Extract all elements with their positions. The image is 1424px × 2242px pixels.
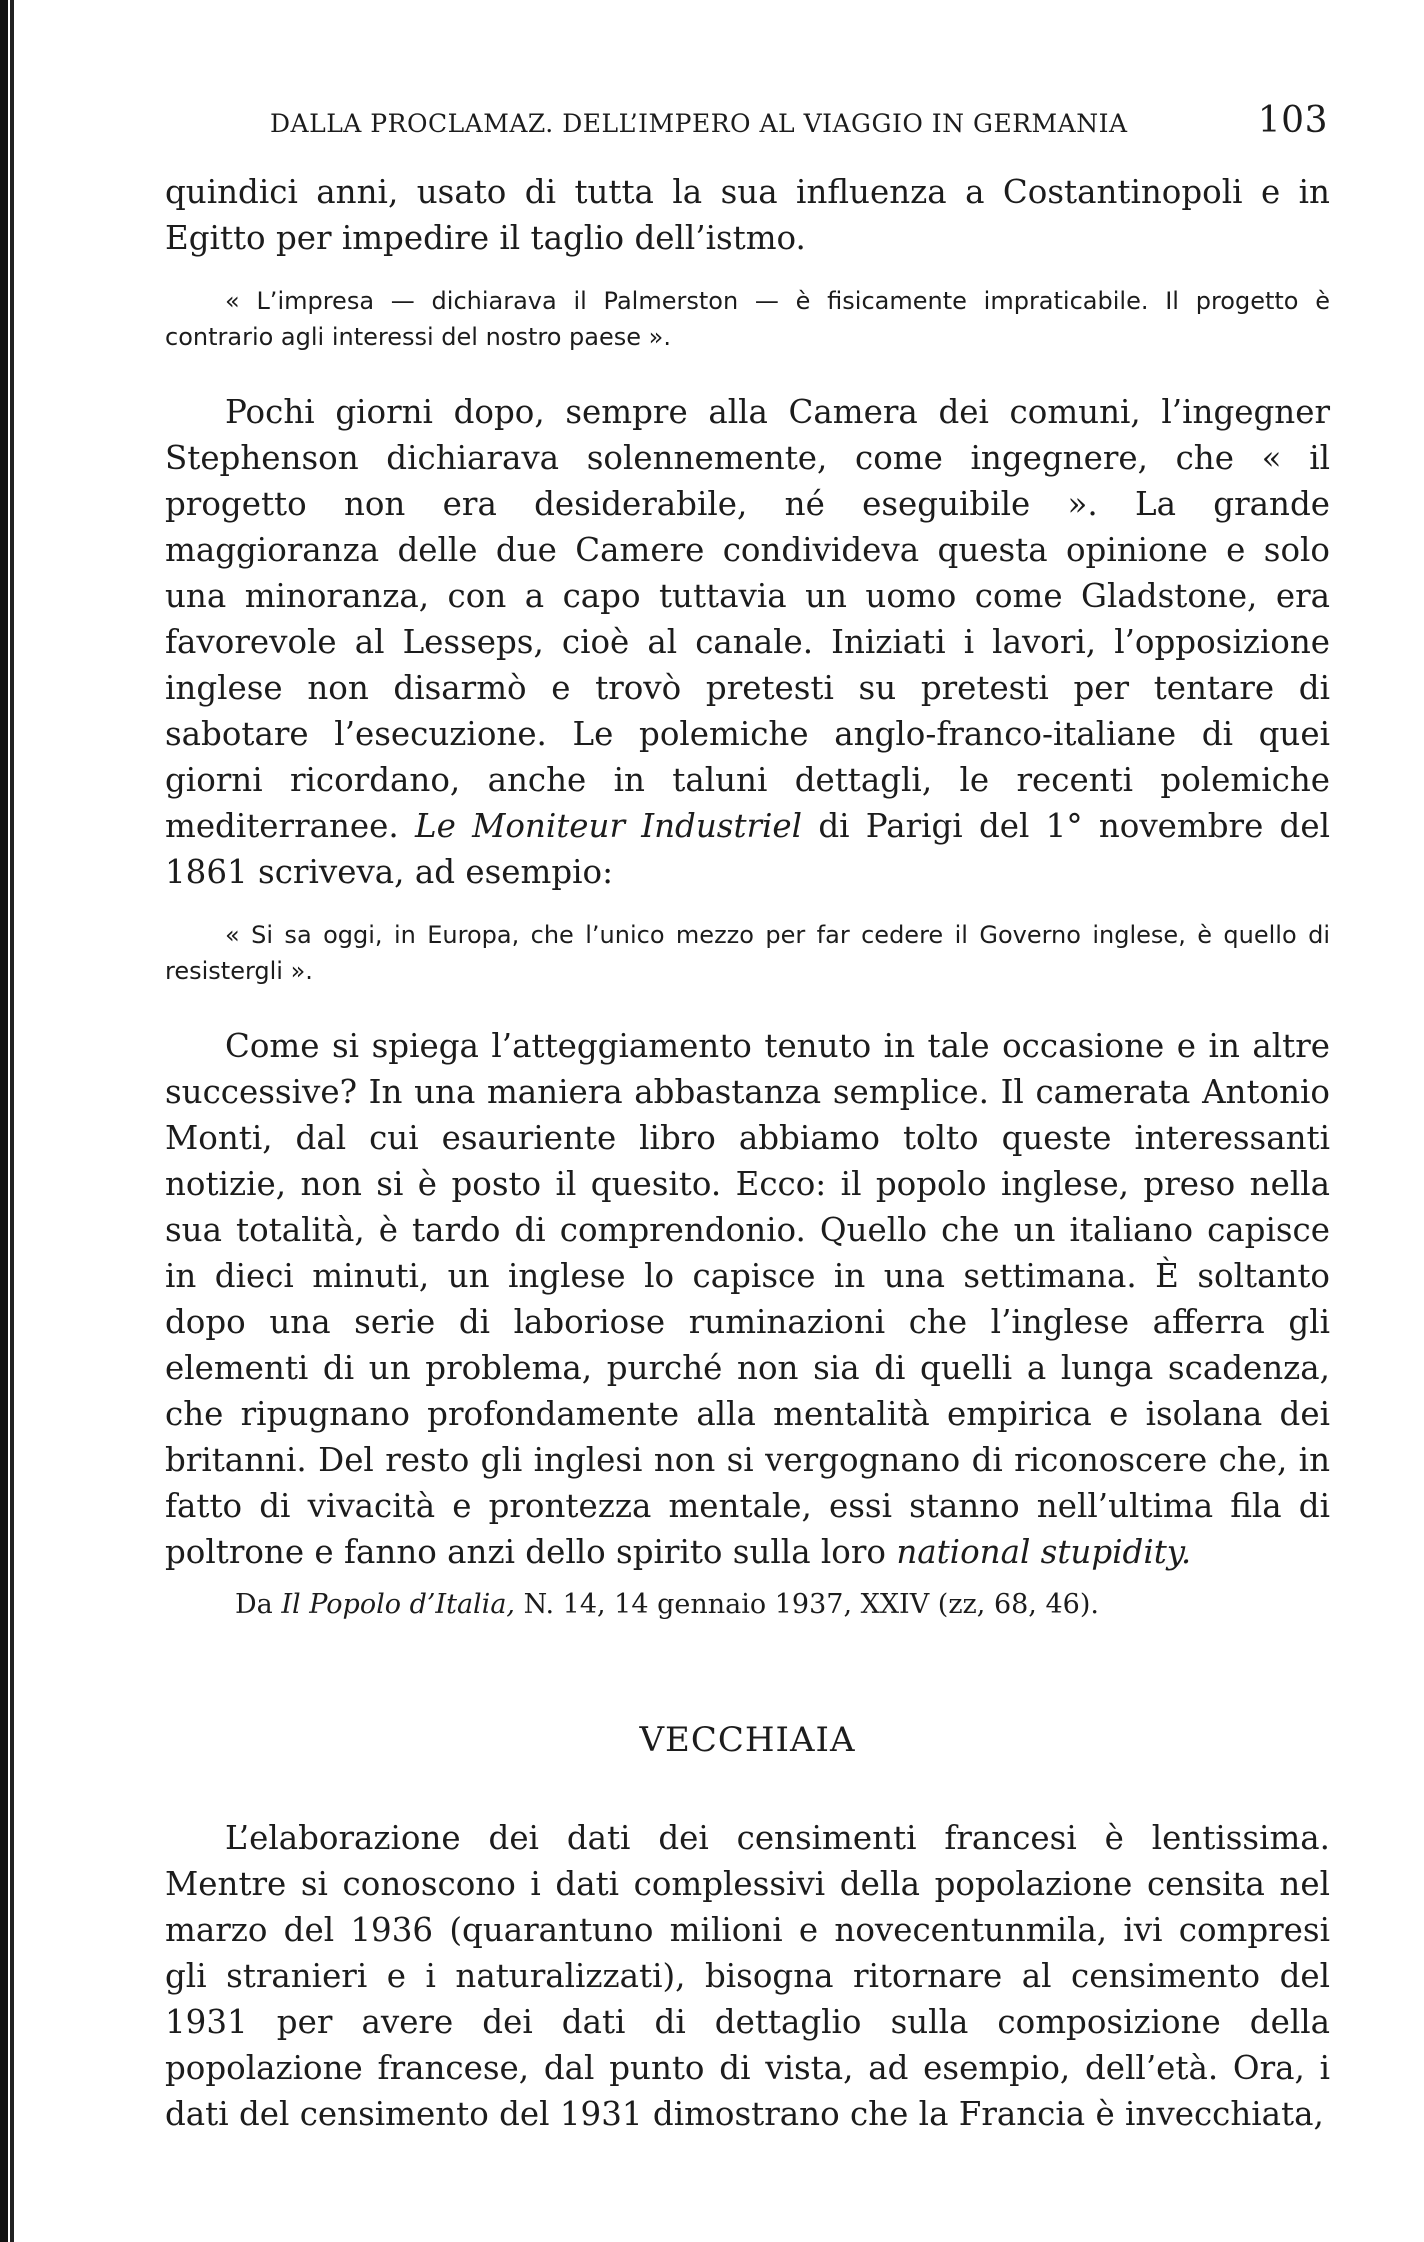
paragraph-2 [165,389,1330,895]
source-citation [165,1585,1330,1625]
paragraph-3-text: Come si spiega l’atteggiamento tenuto in tale occasione e in altre successive? In una maniera abbastanza semplice. Il camerata Antonio Monti, dal cui esauriente libro abbiamo tolto queste interessanti notizie, non si è posto il quesito. Ecco: il popolo inglese, preso nella sua totalità, è tardo di comprendonio. Quello che un italiano capisce in dieci minuti, un inglese lo capisce in una settimana. È soltanto dopo una serie di laboriose ruminazioni che l’inglese afferra gli elementi di un problema, purché non sia di quelli a lunga scadenza, che ripugnano profondamente alla mentalità empirica e isolana dei britanni. Del resto gli inglesi non si vergognano di riconoscere che, in fatto di vivacità e prontezza mentale, essi stanno nell’ultima fila di poltrone e fanno anzi dello spirito sulla loro [165,1027,1330,1571]
page-binding-edge [0,0,8,2242]
paragraph-1: quindici anni, usato di tutta la sua influenza a Costantinopoli e in Egitto per impedire il taglio dell’istmo. [165,173,1330,257]
paragraph-3-italic-phrase: national stupidity. [896,1533,1192,1571]
paragraph-explanation [165,1023,1330,1575]
paragraph-3 [165,1023,1330,1575]
quote-palmerston-text: « L’impresa — dichiarava il Palmerston — è fisicamente impraticabile. Il progetto è contrario agli interessi del nostro paese ». [165,287,1330,351]
quote-moniteur-text: « Si sa oggi, in Europa, che l’unico mezzo per far cedere il Governo inglese, è quello di resistergli ». [165,921,1330,985]
running-header [165,100,1330,141]
paragraph-4: L’elaborazione dei dati dei censimenti francesi è lentissima. Mentre si conoscono i dati complessivi della popolazione censita nel marzo del 1936 (quarantuno milioni e novecentunmila, ivi compresi gli stranieri e i naturalizzati), bisogna ritornare al censimento del 1931 per avere dei dati di dettaglio sulla composizione della popolazione francese, dal punto di vista, ad esempio, dell’età. Ora, i dati del censimento del 1931 dimostrano che la Francia è invecchiata, [165,1819,1330,2133]
section-heading: VECCHIAIA [639,1720,856,1760]
paragraph-continuation [165,169,1330,261]
paragraph-2-tail: di Parigi del 1° novembre del 1861 scriveva, ad esempio: [165,807,1330,891]
source-newspaper: Il Popolo d’Italia, [281,1589,515,1620]
blockquote-moniteur [165,917,1330,989]
paragraph-stephenson [165,389,1330,895]
running-title: DALLA PROCLAMAZ. DELL’IMPERO AL VIAGGIO IN GERMANIA [270,109,1128,138]
paragraph-2-text: Pochi giorni dopo, sempre alla Camera dei comuni, l’ingegner Stephenson dichiarava solennemente, come ingegnere, che « il progetto non era desiderabile, né eseguibile ». La grande maggioranza delle due Camere condivideva questa opinione e solo una minoranza, con a capo tuttavia un uomo come Gladstone, era favorevole al Lesseps, cioè al canale. Iniziati i lavori, l’opposizione inglese non disarmò e trovò pretesti su pretesti per tentare di sabotare l’esecuzione. Le polemiche anglo-franco-italiane di quei giorni ricordano, anche in taluni dettagli, le recenti polemiche mediterranee. [165,393,1330,845]
page-number: 103 [1257,100,1328,141]
book-page [165,100,1330,2137]
blockquote-palmerston [165,283,1330,355]
paragraph-2-italic-title: Le Moniteur Industriel [415,807,803,845]
source-prefix: Da [235,1589,273,1620]
page-binding-shadow [10,0,14,2242]
paragraph-census [165,1815,1330,2137]
source-details: N. 14, 14 gennaio 1937, XXIV (zz, 68, 46). [523,1589,1099,1620]
